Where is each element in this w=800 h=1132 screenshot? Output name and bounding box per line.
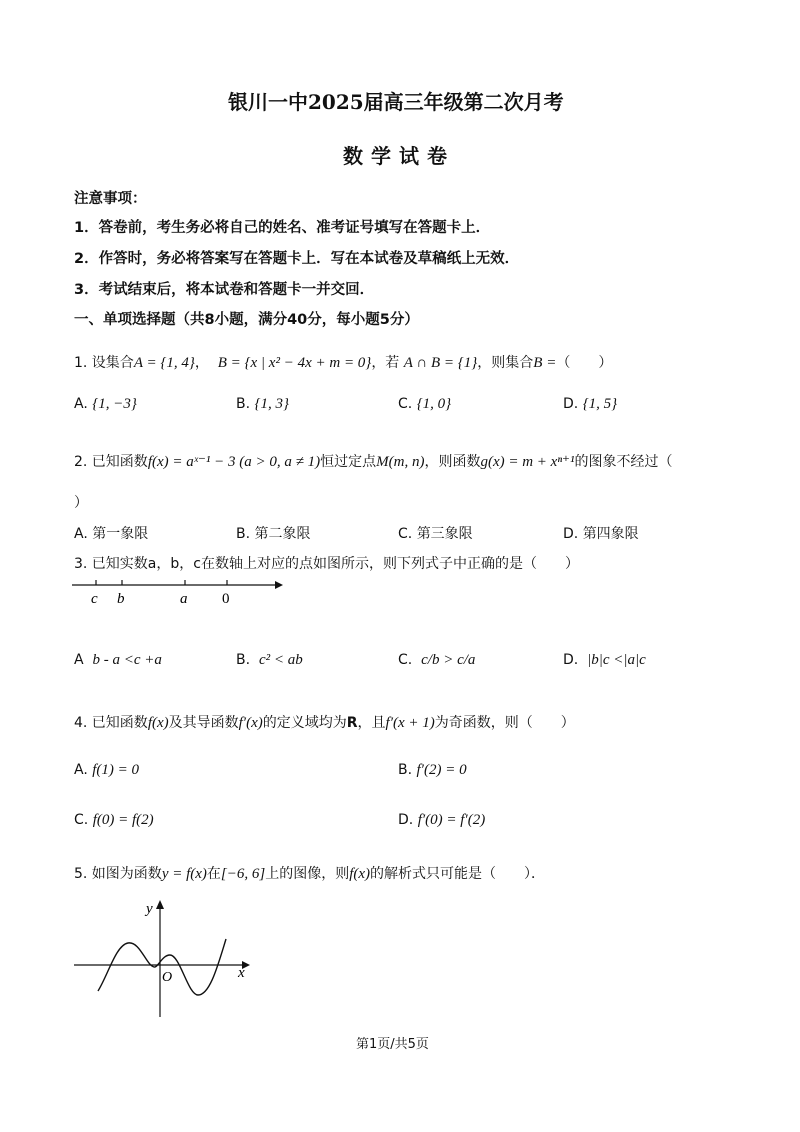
notice-item-2: 2．作答时，务必将答案写在答题卡上．写在本试卷及草稿纸上无效． xyxy=(74,251,520,267)
q4-option-b: B. f′(2) = 0 xyxy=(398,762,467,778)
q1-option-c: C. {1, 0} xyxy=(398,396,452,412)
y-axis-arrow xyxy=(156,900,164,909)
q4-option-d: D. f′(0) = f′(2) xyxy=(398,812,486,828)
q3-option-c: C. c/b > c/a xyxy=(398,652,476,668)
y-axis-label: y xyxy=(146,901,153,917)
q1-option-a: A. {1, −3} xyxy=(74,396,137,412)
label-a: a xyxy=(180,591,188,607)
function-graph-figure xyxy=(70,895,260,1020)
q3-option-a: A b - a <c +a xyxy=(74,652,162,668)
q2-point: M(m, n) xyxy=(376,454,425,470)
q2-g: g(x) = m + xⁿ⁺¹ xyxy=(480,454,575,470)
q1-option-b: B. {1, 3} xyxy=(236,396,290,412)
q2-option-a: A. 第一象限 xyxy=(74,526,149,542)
q2-option-c: C. 第三象限 xyxy=(398,526,473,542)
q1-cond-text: ，若 xyxy=(371,355,400,371)
notice-item-3: 3．考试结束后，将本试卷和答题卡一并交回． xyxy=(74,282,375,298)
q1-paren: （ ） xyxy=(556,355,613,371)
question-3: 3. 已知实数a，b，c在数轴上对应的点如图所示，则下列式子中正确的是（ ） xyxy=(74,556,579,572)
q1-option-d: D. {1, 5} xyxy=(563,396,618,412)
number-line-figure xyxy=(70,575,285,610)
label-c: c xyxy=(91,591,98,607)
function-curve xyxy=(98,939,226,995)
q1-B: B = xyxy=(533,355,557,371)
question-5: 5. 如图为函数y = f(x)在[−6, 6]上的图像，则f(x)的解析式只可能是（ ）． xyxy=(74,866,546,882)
q2-option-d: D. 第四象限 xyxy=(563,526,639,542)
q3-option-d: D. |b|c <|a|c xyxy=(563,652,646,668)
x-axis-label: x xyxy=(238,965,245,981)
page-title: 银川一中2025届高三年级第二次月考 xyxy=(228,90,564,114)
q1-prefix: 1. 设集合 xyxy=(74,355,134,371)
section-heading: 一、单项选择题（共8小题，满分40分，每小题5分） xyxy=(74,312,419,328)
q4-option-c: C. f(0) = f(2) xyxy=(74,812,154,828)
notice-heading: 注意事项： xyxy=(74,191,147,207)
q3-option-b: B. c² < ab xyxy=(236,652,303,668)
page-footer: 第1页/共5页 xyxy=(356,1037,429,1052)
page-subtitle: 数学试卷 xyxy=(343,144,455,168)
q1-cond: A ∩ B = {1} xyxy=(403,355,478,371)
q1-comma: ， xyxy=(194,355,209,371)
q1-ask: ，则集合 xyxy=(477,355,534,371)
label-b: b xyxy=(117,591,125,607)
q2-option-b: B. 第二象限 xyxy=(236,526,311,542)
number-line-arrow xyxy=(275,581,283,589)
q2-close: ） xyxy=(74,495,88,511)
question-1 xyxy=(74,352,612,372)
question-4: 4. 已知函数f(x)及其导函数f′(x)的定义域均为R，且f′(x + 1)为奇函数，则（ ） xyxy=(74,715,575,731)
q1-setB: B = {x | x² − 4x + m = 0} xyxy=(217,355,372,371)
question-2: 2. 已知函数f(x) = aˣ⁻¹ − 3 (a > 0, a ≠ 1)恒过定点M(m, n)，则函数g(x) = m + xⁿ⁺¹的图象不经过（ xyxy=(74,454,673,470)
origin-label: O xyxy=(162,970,173,985)
label-0: 0 xyxy=(222,591,230,607)
notice-item-1: 1．答卷前，考生务必将自己的姓名、准考证号填写在答题卡上． xyxy=(74,220,491,236)
q1-setA: A = {1, 4} xyxy=(133,355,195,371)
q2-func: f(x) = aˣ⁻¹ − 3 (a > 0, a ≠ 1) xyxy=(147,454,321,470)
q4-option-a: A. f(1) = 0 xyxy=(74,762,140,778)
